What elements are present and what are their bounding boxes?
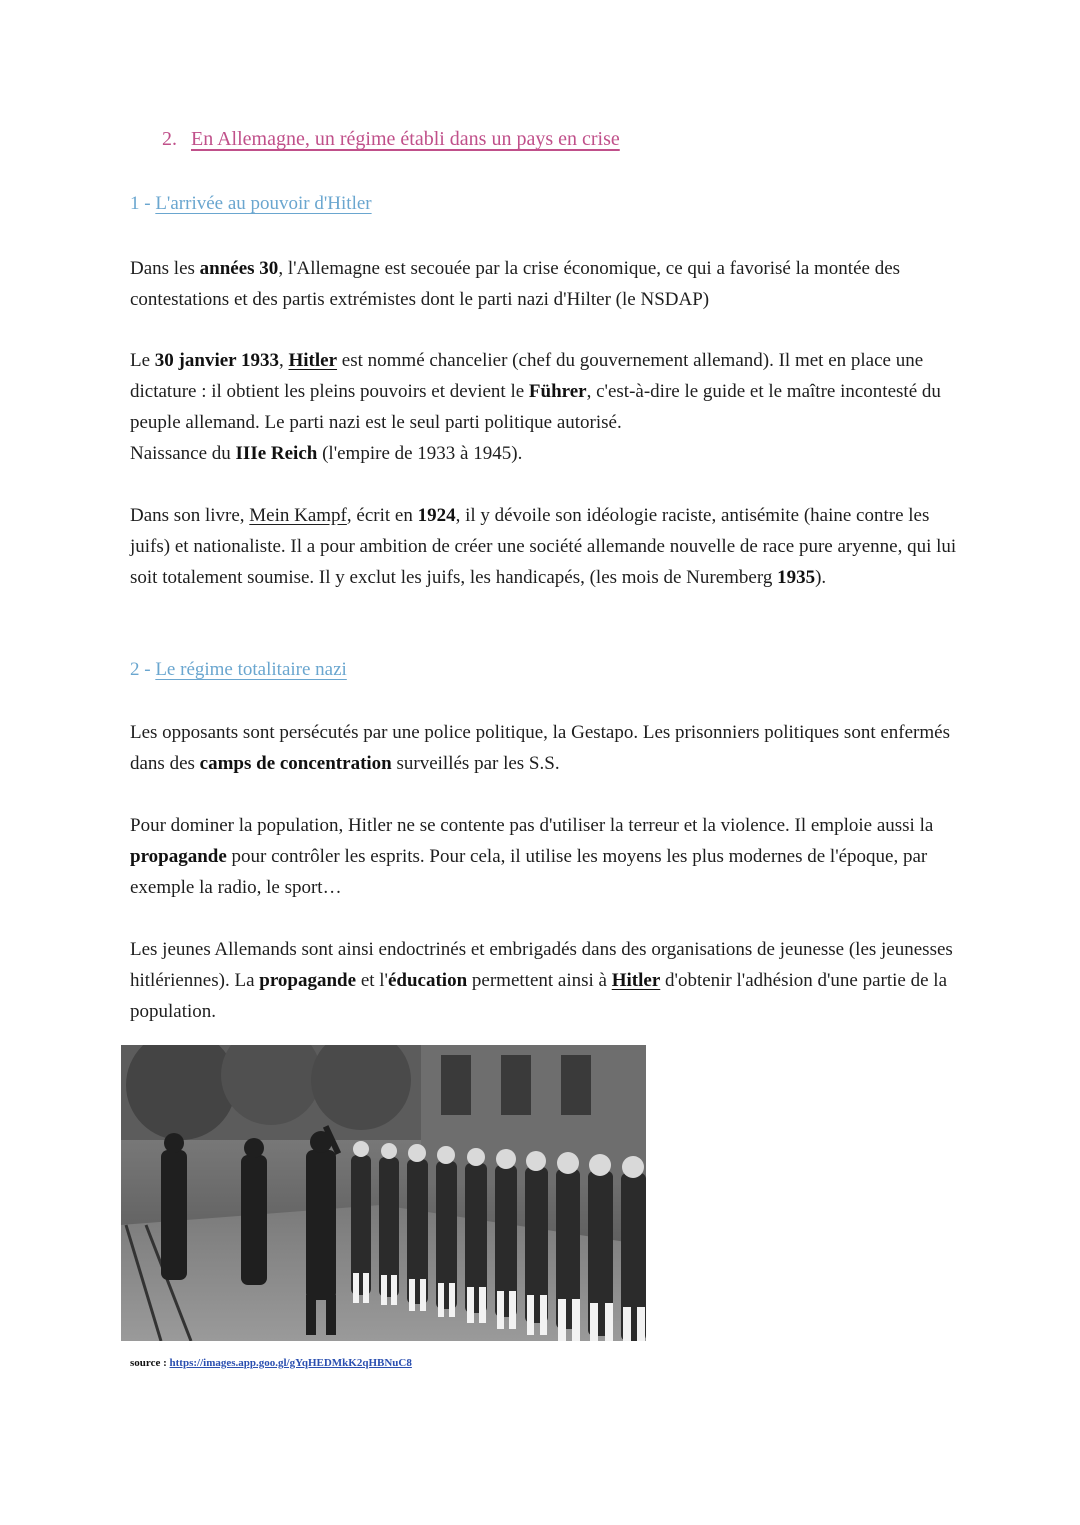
subsection-title: L'arrivée au pouvoir d'Hitler [155, 193, 372, 214]
subsection-heading-2 [130, 659, 347, 681]
section-title: En Allemagne, un régime établi dans un pays en crise [191, 128, 620, 150]
paragraph-2: Le 30 janvier 1933, Hitler est nommé chancelier (chef du gouvernement allemand). Il met en place une dictature : il obtient les pleins pouvoirs et devient le Führer, c'est-à-dire le guide et le maître incontesté du peuple allemand. Le parti nazi est le seul parti politique autorisé. Naissance du IIIe Reich (l'empire de 1933 à 1945). [130, 350, 941, 464]
hitler-link: Hitler [288, 350, 338, 371]
section-number: 2. [162, 128, 177, 150]
source-link[interactable]: https://images.app.goo.gl/gYqHEDMkK2qHBNuC8 [169, 1357, 412, 1369]
subsection-number: 2 - [130, 659, 151, 680]
source-label: source : [130, 1357, 170, 1369]
subsection-heading-1 [130, 193, 372, 215]
mein-kampf-link: Mein Kampf [249, 505, 347, 526]
subsection-title: Le régime totalitaire nazi [155, 659, 347, 680]
paragraph-6: Les jeunes Allemands sont ainsi endoctrinés et embrigadés dans des organisations de jeunesse (les jeunesses hitlériennes). La propagande et l'éducation permettent ainsi à Hitler d'obtenir l'adhésion d'une partie de la population. [130, 939, 953, 1022]
photo-illustration [121, 1045, 646, 1341]
paragraph-1: Dans les années 30, l'Allemagne est secouée par la crise économique, ce qui a favorisé la montée des contestations et des partis extrémistes dont le parti nazi d'Hilter (le NSDAP) [130, 258, 901, 310]
section-heading [162, 128, 620, 151]
paragraph-4: Les opposants sont persécutés par une police politique, la Gestapo. Les prisonniers politiques sont enfermés dans des camps de concentration surveillés par les S.S. [130, 722, 950, 774]
paragraph-3: Dans son livre, Mein Kampf, écrit en 1924, il y dévoile son idéologie raciste, antisémite (haine contre les juifs) et nationaliste. Il a pour ambition de créer une société allemande nouvelle de race pure aryenne, qui lui soit totalement soumise. Il y exclut les juifs, les handicapés, (les mois de Nuremberg 1935). [130, 505, 957, 588]
photo-source [130, 1357, 412, 1369]
paragraph-5: Pour dominer la population, Hitler ne se contente pas d'utiliser la terreur et la violence. Il emploie aussi la propagande pour contrôler les esprits. Pour cela, il utilise les moyens les plus modernes de l'époque, par exemple la radio, le sport… [130, 815, 934, 898]
historical-photo [121, 1045, 646, 1341]
subsection-number: 1 - [130, 193, 151, 214]
hitler-link: Hitler [611, 970, 661, 991]
